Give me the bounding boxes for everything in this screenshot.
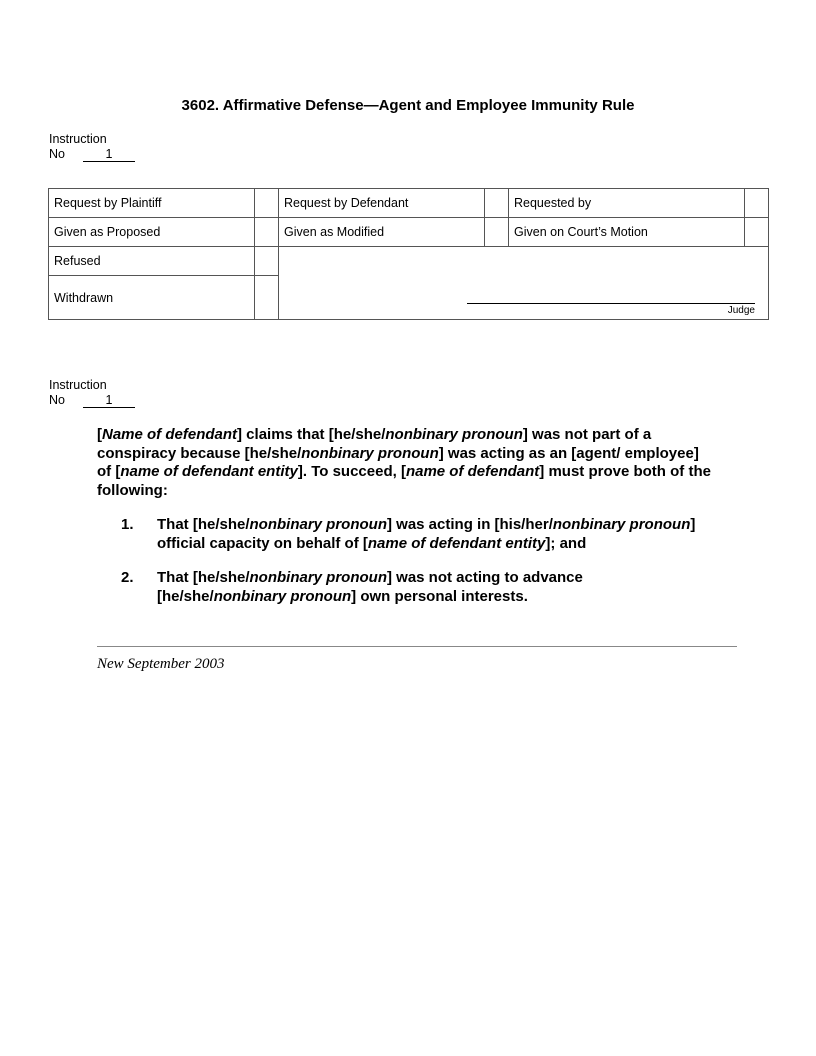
text-run: ] was acting as an [agent/ employee] of [: [97, 444, 699, 480]
text-run: ] must prove both of the following:: [97, 463, 711, 499]
text-run: ] own personal interests.: [351, 587, 528, 605]
text-run: ] was acting in [his/her/: [387, 516, 553, 533]
request-by-defendant-label: Request by Defendant: [279, 189, 485, 218]
refused-label: Refused: [49, 247, 255, 276]
placeholder-run: nonbinary pronoun: [301, 444, 439, 462]
text-run: ] official capacity on behalf of [: [157, 516, 696, 552]
requested-by-box[interactable]: [745, 189, 769, 218]
placeholder-run: nonbinary pronoun: [249, 516, 387, 533]
given-as-modified-label: Given as Modified: [279, 218, 485, 247]
request-by-defendant-box[interactable]: [485, 189, 509, 218]
instruction-number-block: [49, 132, 135, 162]
text-run: ]; and: [545, 534, 587, 552]
text-run: ] was not acting to advance [he/she/: [157, 569, 583, 605]
judge-signature-line: [467, 303, 755, 304]
instruction-no-row: [49, 147, 135, 162]
section-divider: [97, 646, 737, 647]
instruction-no-value: 1: [83, 148, 135, 162]
instruction-label: Instruction: [49, 378, 107, 392]
placeholder-run: nonbinary pronoun: [213, 587, 352, 605]
placeholder-run: name of defendant: [405, 463, 540, 480]
instruction-number-block-2: [49, 378, 135, 408]
refused-box[interactable]: [255, 247, 279, 276]
text-run: [: [97, 426, 102, 443]
list-item-number: 1.: [121, 516, 134, 533]
placeholder-run: nonbinary pronoun: [385, 426, 523, 443]
placeholder-run: nonbinary pronoun: [249, 569, 387, 586]
text-run: That [he/she/: [157, 516, 250, 533]
request-by-plaintiff-box[interactable]: [255, 189, 279, 218]
instruction-paragraph: [97, 426, 717, 500]
no-label: No: [49, 147, 65, 161]
placeholder-run: Name of defendant: [102, 426, 238, 443]
instruction-no-value: 1: [83, 394, 135, 408]
placeholder-run: nonbinary pronoun: [552, 516, 691, 533]
given-as-proposed-label: Given as Proposed: [49, 218, 255, 247]
requested-by-label: Requested by: [509, 189, 745, 218]
given-on-courts-motion-box[interactable]: [745, 218, 769, 247]
page-title: 3602. Affirmative Defense—Agent and Employee Immunity Rule: [181, 97, 635, 114]
given-on-courts-motion-label: Given on Court’s Motion: [509, 218, 745, 247]
instruction-label: Instruction: [49, 132, 107, 146]
text-run: ] claims that [he/she/: [237, 426, 386, 443]
placeholder-run: name of defendant entity: [367, 534, 546, 552]
list-item-text: [157, 569, 697, 606]
withdrawn-label: Withdrawn: [49, 276, 255, 320]
list-item-number: 2.: [121, 569, 134, 586]
request-table: [48, 188, 769, 320]
judge-signature-area: [279, 247, 769, 320]
no-label: No: [49, 393, 65, 407]
given-as-modified-box[interactable]: [485, 218, 509, 247]
text-run: ]. To succeed, [: [297, 463, 406, 480]
list-item-text: [157, 516, 697, 553]
placeholder-run: name of defendant entity: [120, 463, 298, 480]
revision-note: New September 2003: [97, 656, 225, 672]
judge-label: Judge: [727, 305, 755, 316]
instruction-no-row: [49, 393, 135, 408]
text-run: That [he/she/: [157, 569, 250, 586]
request-by-plaintiff-label: Request by Plaintiff: [49, 189, 255, 218]
withdrawn-box[interactable]: [255, 276, 279, 320]
given-as-proposed-box[interactable]: [255, 218, 279, 247]
text-run: ] was not part of a conspiracy because [he/she/: [97, 426, 652, 462]
